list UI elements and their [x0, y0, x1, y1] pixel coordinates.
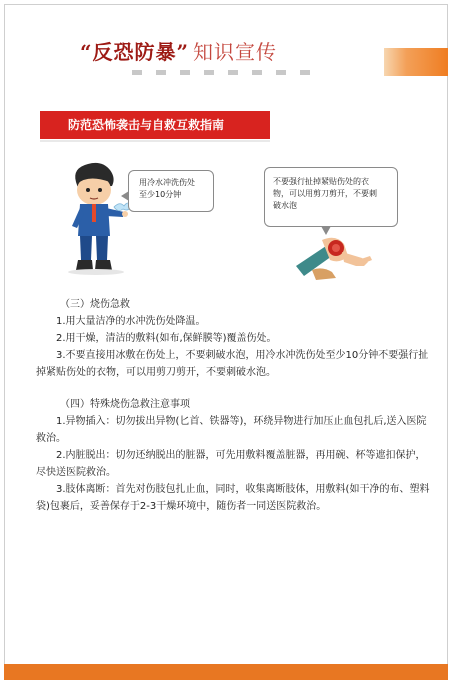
section-burn-item: 1.用大量洁净的水冲洗伤处降温。 [56, 316, 206, 327]
section-burn-first-aid [36, 296, 431, 381]
callout-left-line2: 至少10分钟 [139, 190, 182, 199]
callout-left-line1: 用冷水冲洗伤处 [139, 178, 195, 187]
section-banner: 防范恐怖袭击与自救互救指南 [40, 111, 270, 139]
callout-cold-water [128, 170, 214, 212]
callout-right-line1: 不要强行扯掉紧贴伤处的衣 [273, 177, 369, 186]
section-burn-item: 2.用干燥，清洁的敷料(如布,保鲜膜等)覆盖伤处。 [56, 333, 277, 344]
section-special-item: 3.肢体离断：首先对伤肢包扎止血，同时，收集离断肢体，用敷料(如干净的布、塑料袋)包裹后，妥善保存于2-3干燥环境中，随伤者一同送医院救治。 [36, 484, 430, 512]
title-tail: 知识宣传 [193, 40, 278, 64]
callout-clothing [264, 167, 398, 227]
orange-accent-tab [384, 48, 448, 76]
boy-cartoon-illustration [62, 160, 130, 276]
title-quoted: “反恐防暴” [80, 40, 190, 64]
callout-right-line3: 破水泡 [273, 201, 297, 210]
section-special-item: 2.内脏脱出：切勿还纳脱出的脏器，可先用敷料覆盖脏器，再用碗、杯等遮扣保护，尽快送医院救治。 [36, 450, 426, 478]
section-burn-item: 3.不要直接用冰敷在伤处上，不要刺破水泡，用冷水冲洗伤处至少10分钟不要强行扯掉紧贴伤处的衣物，可以用剪刀剪开，不要刺破水泡。 [36, 350, 429, 378]
section-special-item: 1.异物插入：切勿拔出异物(匕首、铁器等)，环绕异物进行加压止血包扎后,送入医院救治。 [36, 416, 427, 444]
footer-orange-bar [4, 664, 448, 680]
section-special-heading: （四）特殊烧伤急救注意事项 [60, 399, 190, 410]
section-burn-heading: （三）烧伤急救 [60, 299, 130, 310]
burned-hands-illustration [292, 226, 374, 282]
section-special-burns [36, 396, 431, 515]
page-title [80, 36, 277, 65]
callout-right-line2: 物，可以用剪刀剪开，不要刺 [273, 189, 377, 198]
decorative-dots [132, 70, 312, 76]
